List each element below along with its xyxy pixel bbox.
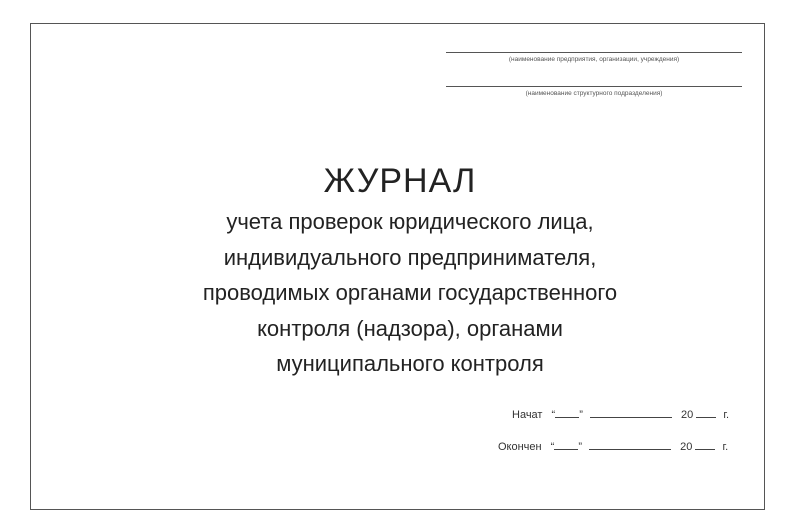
year-blank [696, 408, 716, 418]
unit-name-caption: (наименование структурного подразделения) [525, 90, 663, 97]
document-title: ЖУРНАЛ [323, 162, 477, 200]
started-date-line [512, 408, 729, 421]
subtitle-line: контроля (надзора), органами [257, 315, 563, 341]
org-name-line [446, 52, 742, 53]
open-quote: “ [551, 409, 556, 421]
started-label: Начат [512, 409, 543, 421]
open-quote: “ [550, 441, 555, 453]
ended-date-line [498, 440, 728, 453]
day-blank [554, 440, 578, 450]
subtitle-line: учета проверок юридического лица, [226, 209, 594, 234]
document-subtitle [0, 204, 800, 382]
subtitle-line: проводимых органами государственного [202, 280, 618, 305]
close-quote: ” [579, 409, 583, 421]
year-suffix: г. [722, 441, 729, 453]
month-blank [590, 408, 672, 418]
subtitle-line: индивидуального предпринимателя, [223, 244, 597, 270]
close-quote: ” [578, 441, 583, 453]
day-blank [555, 408, 579, 418]
month-blank [589, 440, 671, 450]
unit-name-line [446, 86, 742, 87]
ended-label: Окончен [498, 441, 542, 453]
year-suffix: г. [723, 409, 730, 421]
org-name-caption: (наименование предприятия, организации, учреждения) [508, 56, 680, 63]
year-blank [695, 440, 715, 450]
subtitle-line: муниципального контроля [276, 351, 544, 376]
year-prefix: 20 [680, 441, 693, 453]
year-prefix: 20 [681, 409, 694, 421]
